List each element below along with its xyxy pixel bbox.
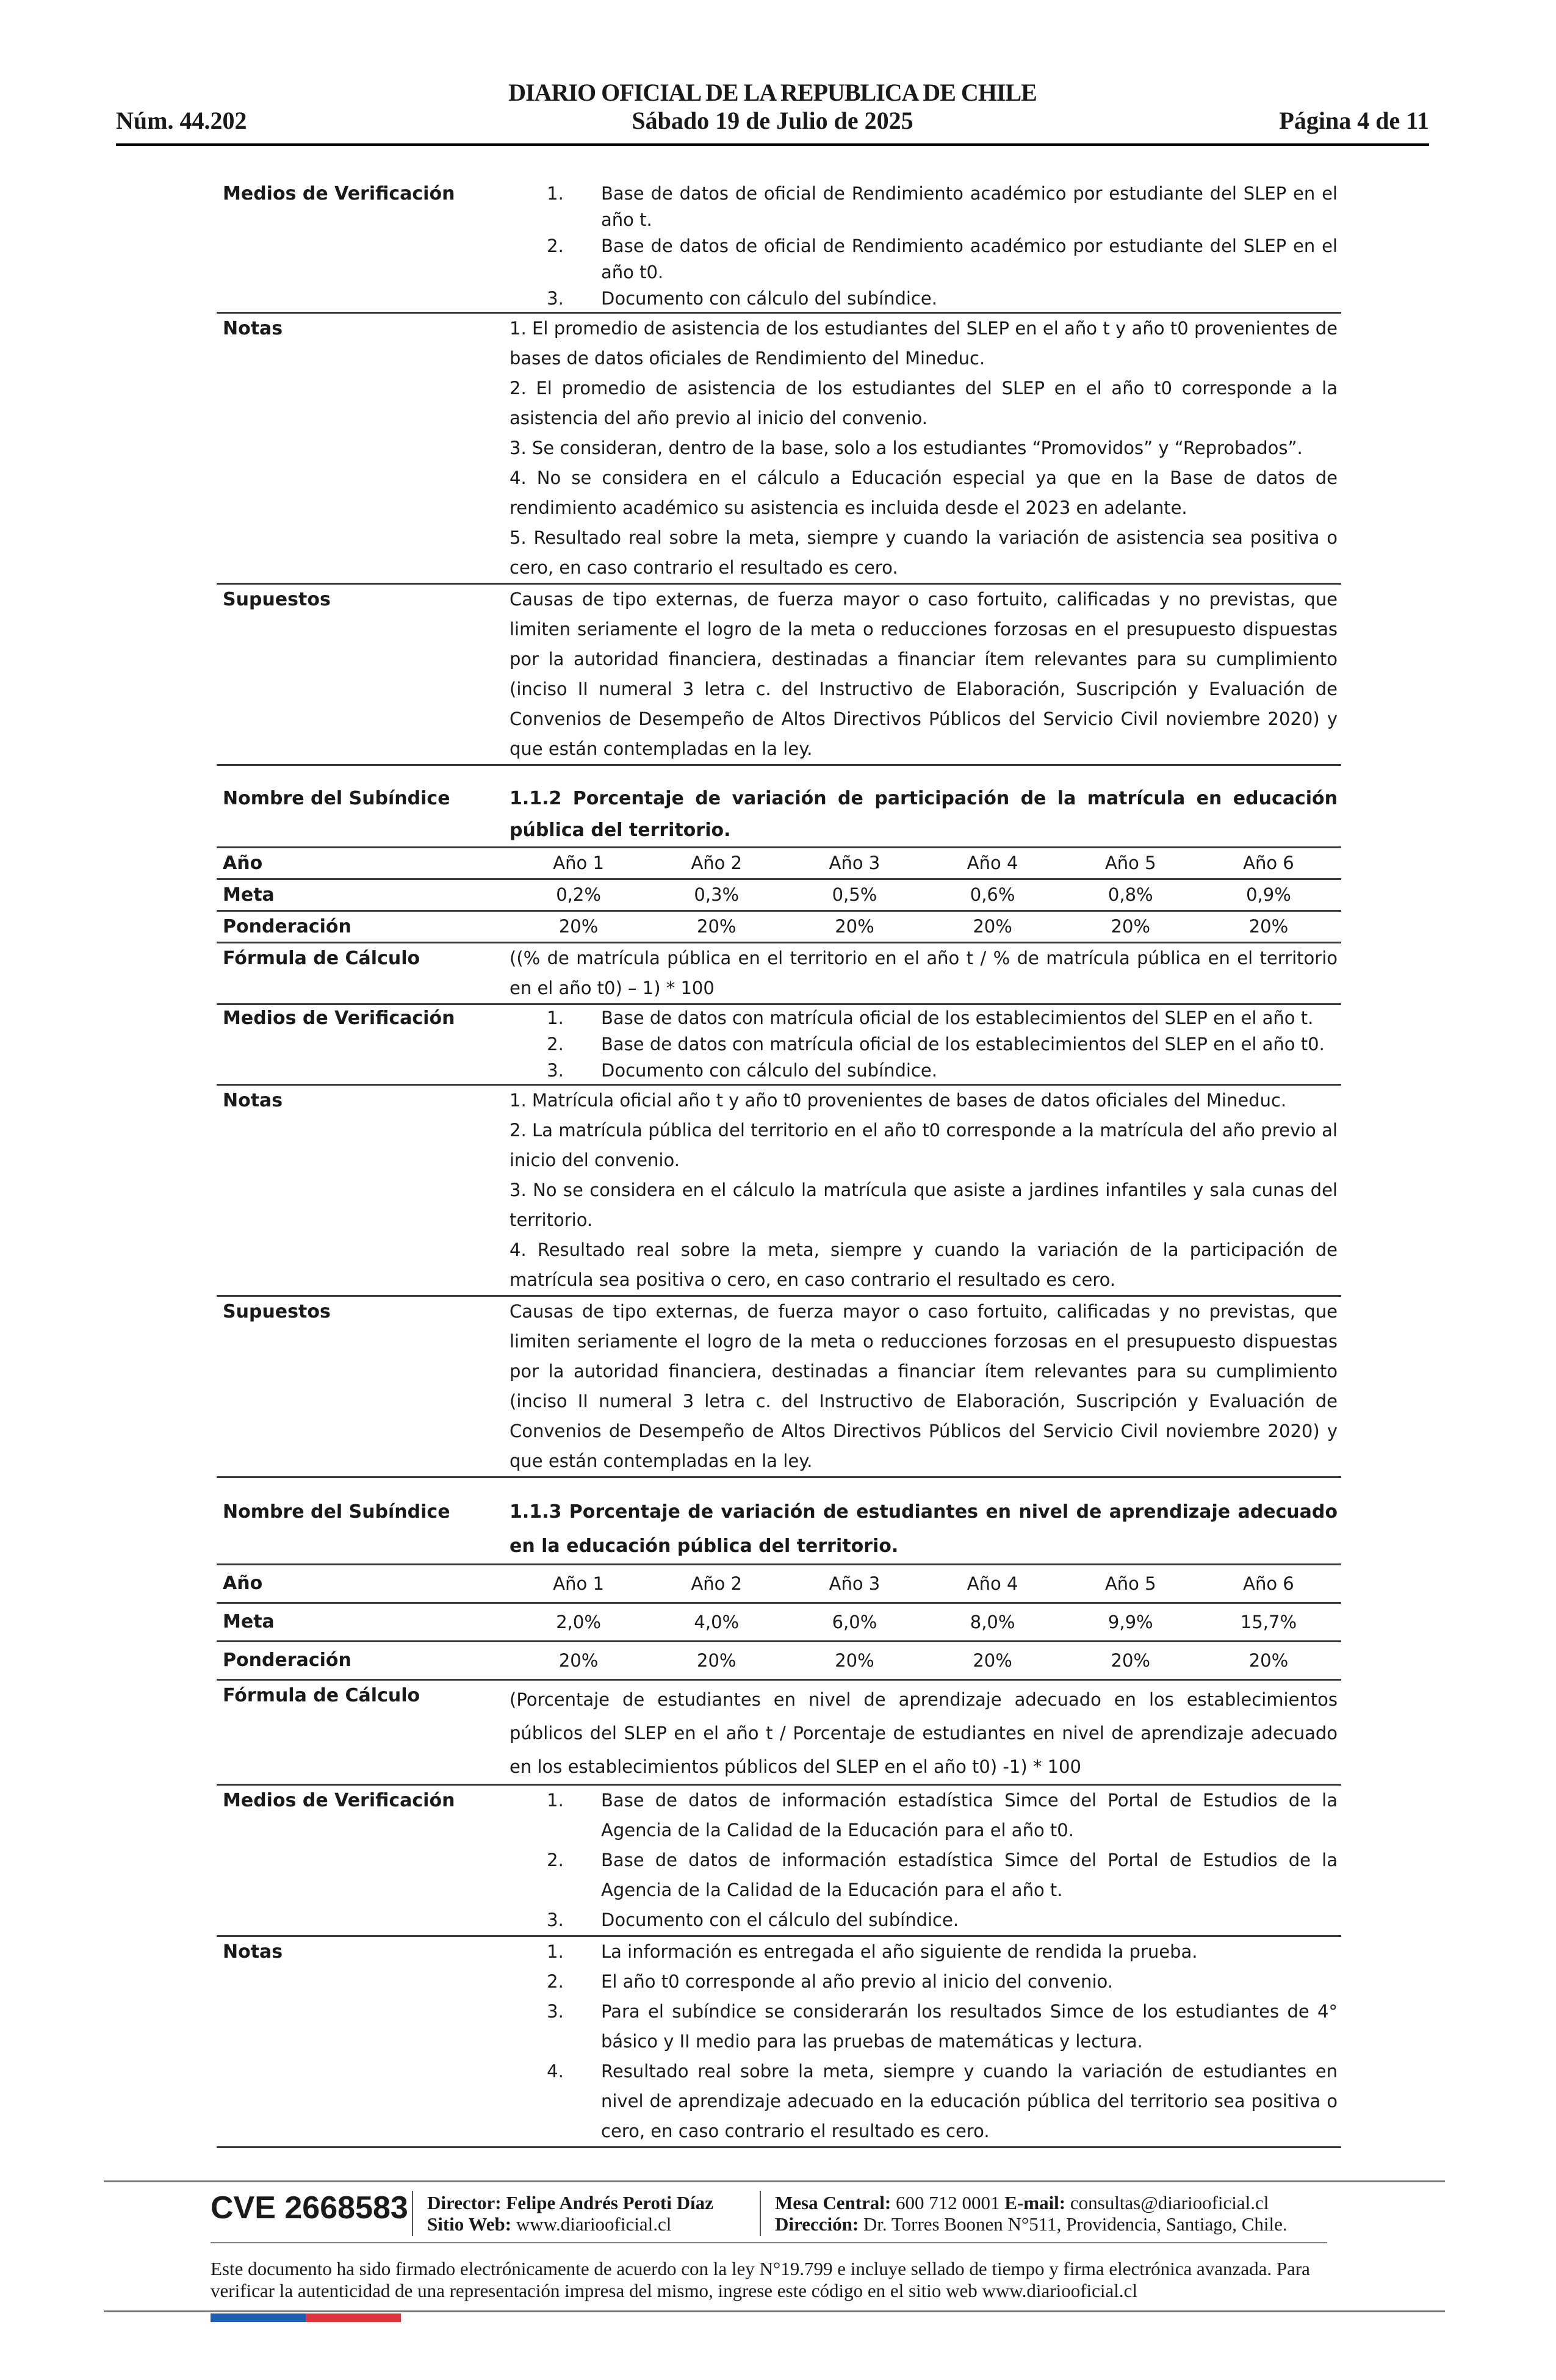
row-formula [217,943,1341,1005]
year-cell: 0,5% [832,884,877,905]
signature-notice: Este documento ha sido firmado electrónicamente de acuerdo con la ley N°19.799 e incluye sellado de tiempo y firma electrónica avanzada. Para verificar la autenticidad de una representación impresa del mismo, ingrese este código en el sitio web www.diariooficial.cl [211,2258,1310,2301]
subindex-table [217,181,1341,2148]
year-cell: 20% [697,1650,737,1671]
year-cell: Año 3 [829,1573,881,1594]
year-cell: 0,6% [970,884,1015,905]
list-item [510,233,1338,286]
year-cell: 2,0% [556,1612,601,1632]
row-meta [217,1604,1341,1642]
year-cell: 20% [973,916,1012,937]
row-label: Notas [223,1090,283,1111]
row-ponderacion [217,912,1341,943]
year-cell: 20% [1248,1650,1289,1671]
row-formula [217,1681,1341,1786]
row-label: Fórmula de Cálculo [223,948,420,969]
list-item [510,1845,1338,1905]
item-text: Documento con cálculo del subíndice. [601,1060,937,1081]
email-label: E-mail: [1004,2192,1066,2213]
row-anio [217,1565,1341,1604]
newspaper-title: DIARIO OFICIAL DE LA REPUBLICA DE CHILE [508,79,1037,106]
notas-list [510,1086,1341,1295]
page-number: Página 4 de 11 [1279,107,1429,134]
row-medios-verificacion [217,1005,1341,1086]
row-label: Meta [223,884,275,906]
row-label: Ponderación [223,916,351,937]
list-item [510,181,1338,233]
medios-list [510,1005,1338,1084]
year-cell: 20% [1111,916,1150,937]
item-number: 2. [547,1971,564,1992]
meta-cells [510,1604,1341,1640]
item-number: 3. [547,2001,564,2022]
footer-divider [104,2310,1445,2312]
address-label: Dirección: [775,2213,859,2235]
footer-contact-block [775,2192,1288,2235]
year-cell: Año 1 [553,853,604,873]
supuestos-text: Causas de tipo externas, de fuerza mayor o caso fortuito, calificadas y no previstas, que limiten seriamente el logro de la meta o reducciones forzosas en el presupuesto dispuestas por la autoridad financiera, destinadas a financiar ítem relevantes para su cumplimiento (inciso II numeral 3 letra c. del Instructivo de Elaboración, Suscripción y Evaluación de Convenios de Desempeño de Altos Directivos Públicos del Servicio Civil noviembre 2020) y que están contempladas en la ley. [510,589,1338,759]
footer-divider [104,2180,1445,2182]
item-number: 2. [547,1850,564,1870]
item-text: Documento con cálculo del subíndice. [601,288,937,309]
year-cell: 6,0% [832,1612,877,1632]
list-item [510,2057,1338,2146]
row-medios-verificacion [217,1786,1341,1937]
year-cell: 8,0% [970,1612,1015,1632]
cve-code: CVE 2668583 [211,2190,408,2226]
item-number: 1. [547,1941,564,1962]
row-label: Medios de Verificación [223,183,455,204]
supuestos-text: Causas de tipo externas, de fuerza mayor o caso fortuito, calificadas y no previstas, que limiten seriamente el logro de la meta o reducciones forzosas en el presupuesto dispuestas por la autoridad financiera, destinadas a financiar ítem relevantes para su cumplimiento (inciso II numeral 3 letra c. del Instructivo de Elaboración, Suscripción y Evaluación de Convenios de Desempeño de Altos Directivos Públicos del Servicio Civil noviembre 2020) y que están contempladas en la ley. [510,1301,1338,1471]
year-cell: 0,3% [694,884,740,905]
mesa-label: Mesa Central: [775,2192,891,2213]
row-label: Notas [223,318,283,339]
row-label: Ponderación [223,1650,351,1671]
address-text: Dr. Torres Boonen N°511, Providencia, Santiago, Chile. [863,2213,1288,2235]
row-nombre-subindice [217,783,1341,848]
row-label: Nombre del Subíndice [223,1501,450,1523]
year-cells [510,1565,1341,1602]
formula-text: ((% de matrícula pública en el territorio en el año t / % de matrícula pública en el territorio en el año t0) – 1) * 100 [510,948,1338,998]
item-number: 2. [547,236,564,256]
row-label: Supuestos [223,1301,331,1322]
year-cell: Año 4 [967,853,1018,873]
year-cell: Año 4 [967,1573,1018,1594]
year-cell: Año 6 [1243,853,1294,873]
list-item [510,1031,1338,1058]
year-cell: 0,9% [1246,884,1291,905]
list-item [510,1005,1338,1031]
note-paragraph: 1. Matrícula oficial año t y año t0 provenientes de bases de datos oficiales del Mineduc. [510,1090,1287,1111]
year-cell: 4,0% [694,1612,740,1632]
item-text: Base de datos con matrícula oficial de los establecimientos del SLEP en el año t0. [601,1034,1325,1055]
ponderacion-cells [510,1642,1341,1679]
item-text: Documento con el cálculo del subíndice. [601,1909,959,1930]
year-cells [510,848,1341,878]
formula-text: (Porcentaje de estudiantes en nivel de aprendizaje adecuado en los establecimientos públicos del SLEP en el año t / Porcentaje de estudiantes en nivel de aprendizaje adecuado en los establecimientos públicos del SLEP en el año t0) -1) * 100 [510,1689,1338,1777]
note-paragraph: 2. La matrícula pública del territorio en el año t0 corresponde a la matrícula del año previo al inicio del convenio. [510,1120,1338,1170]
note-paragraph: 2. El promedio de asistencia de los estudiantes del SLEP en el año t0 corresponde a la asistencia del año previo al inicio del convenio. [510,378,1338,428]
website-label: Sitio Web: [427,2213,512,2235]
row-supuestos [217,585,1341,766]
notas-list [510,1937,1338,2146]
list-item [510,1937,1338,1967]
list-item [510,1997,1338,2057]
note-paragraph: 4. Resultado real sobre la meta, siempre y cuando la variación de la participación de matrícula sea positiva o cero, en caso contrario el resultado es cero. [510,1239,1338,1290]
item-text: Base de datos de oficial de Rendimiento académico por estudiante del SLEP en el año t. [601,183,1338,230]
row-label: Meta [223,1611,275,1632]
director-name: Felipe Andrés Peroti Díaz [506,2192,713,2213]
list-item [510,1058,1338,1084]
year-cell: 0,2% [556,884,601,905]
item-text: Para el subíndice se considerarán los resultados Simce de los estudiantes de 4° básico y II medio para las pruebas de matemáticas y lectura. [601,2001,1338,2052]
item-number: 1. [547,1008,564,1028]
item-text: Base de datos con matrícula oficial de los establecimientos del SLEP en el año t. [601,1008,1314,1028]
meta-cells [510,880,1341,910]
year-cell: 20% [835,1650,874,1671]
subindex-name: 1.1.3 Porcentaje de variación de estudiantes en nivel de aprendizaje adecuado en la educación pública del territorio. [510,1501,1338,1557]
flag-stripe-red [306,2313,401,2322]
item-text: El año t0 corresponde al año previo al inicio del convenio. [601,1971,1113,1992]
row-label: Medios de Verificación [223,1008,455,1029]
row-notas [217,314,1341,585]
footer-separator [412,2191,413,2236]
item-text: Base de datos de información estadística Simce del Portal de Estudios de la Agencia de la Calidad de la Educación para el año t0. [601,1790,1338,1841]
year-cell: Año 2 [691,1573,743,1594]
row-anio [217,848,1341,880]
year-cell: 0,8% [1108,884,1153,905]
website-link[interactable]: www.diariooficial.cl [516,2213,672,2235]
note-paragraph: 3. No se considera en el cálculo la matrícula que asiste a jardines infantiles y sala cunas del territorio. [510,1180,1338,1230]
footer-separator [760,2191,761,2236]
note-paragraph: 5. Resultado real sobre la meta, siempre y cuando la variación de asistencia sea positiva o cero, en caso contrario el resultado es cero. [510,527,1338,578]
note-paragraph: 1. El promedio de asistencia de los estudiantes del SLEP en el año t y año t0 provenientes de bases de datos oficiales de Rendimiento del Mineduc. [510,318,1338,369]
director-label: Director: [427,2192,502,2213]
note-paragraph: 3. Se consideran, dentro de la base, solo a los estudiantes “Promovidos” y “Reprobados”. [510,438,1303,458]
item-number: 4. [547,2061,564,2082]
item-number: 3. [547,1909,564,1930]
item-number: 3. [547,288,564,309]
year-cell: Año 6 [1243,1573,1294,1594]
row-label: Nombre del Subíndice [223,788,450,809]
row-meta [217,880,1341,912]
email-link[interactable]: consultas@diariooficial.cl [1070,2192,1269,2213]
list-item [510,1786,1338,1845]
medios-list [510,1786,1338,1935]
row-ponderacion [217,1642,1341,1681]
item-number: 1. [547,183,564,204]
list-item [510,1967,1338,1997]
row-label: Fórmula de Cálculo [223,1685,420,1706]
list-item [510,1905,1338,1935]
row-label: Año [223,1573,263,1594]
year-cell: Año 3 [829,853,881,873]
year-cell: Año 5 [1104,853,1156,873]
row-supuestos [217,1297,1341,1478]
row-label: Medios de Verificación [223,1790,455,1811]
year-cell: 20% [973,1650,1012,1671]
item-text: Resultado real sobre la meta, siempre y cuando la variación de estudiantes en nivel de aprendizaje adecuado en la educación pública del territorio sea positiva o cero, en caso contrario el resultado es cero. [601,2061,1338,2141]
year-cell: 9,9% [1108,1612,1153,1632]
notas-list [510,314,1341,583]
row-notas [217,1937,1341,2148]
year-cell: 20% [697,916,737,937]
flag-stripe-blue [211,2313,306,2322]
year-cell: 20% [558,916,599,937]
row-notas [217,1086,1341,1297]
row-nombre-subindice [217,1495,1341,1565]
year-cell: Año 1 [553,1573,604,1594]
medios-list [510,181,1338,312]
row-medios-verificacion [217,181,1341,314]
item-text: La información es entregada el año siguiente de rendida la prueba. [601,1941,1198,1962]
year-cell: 20% [1248,916,1289,937]
footer-divider [211,2242,1327,2243]
row-label: Supuestos [223,589,331,610]
issue-date: Sábado 19 de Julio de 2025 [632,107,913,134]
row-label: Año [223,853,263,874]
page-header [116,73,1429,146]
list-item [510,286,1338,312]
ponderacion-cells [510,912,1341,942]
year-cell: 15,7% [1240,1612,1297,1632]
subindex-name: 1.1.2 Porcentaje de variación de participación de la matrícula en educación pública del territorio. [510,788,1338,841]
item-number: 1. [547,1790,564,1811]
item-number: 3. [547,1060,564,1081]
footer-director-block [427,2192,713,2235]
mesa-phone: 600 712 0001 [896,2192,1000,2213]
item-text: Base de datos de oficial de Rendimiento académico por estudiante del SLEP en el año t0. [601,236,1338,283]
year-cell: 20% [1111,1650,1150,1671]
year-cell: Año 5 [1104,1573,1156,1594]
item-number: 2. [547,1034,564,1055]
item-text: Base de datos de información estadística Simce del Portal de Estudios de la Agencia de la Calidad de la Educación para el año t. [601,1850,1338,1900]
issue-number: Núm. 44.202 [116,107,247,134]
year-cell: Año 2 [691,853,743,873]
year-cell: 20% [835,916,874,937]
year-cell: 20% [558,1650,599,1671]
note-paragraph: 4. No se considera en el cálculo a Educación especial ya que en la Base de datos de rendimiento académico su asistencia es incluida desde el 2023 en adelante. [510,467,1338,518]
row-label: Notas [223,1941,283,1963]
